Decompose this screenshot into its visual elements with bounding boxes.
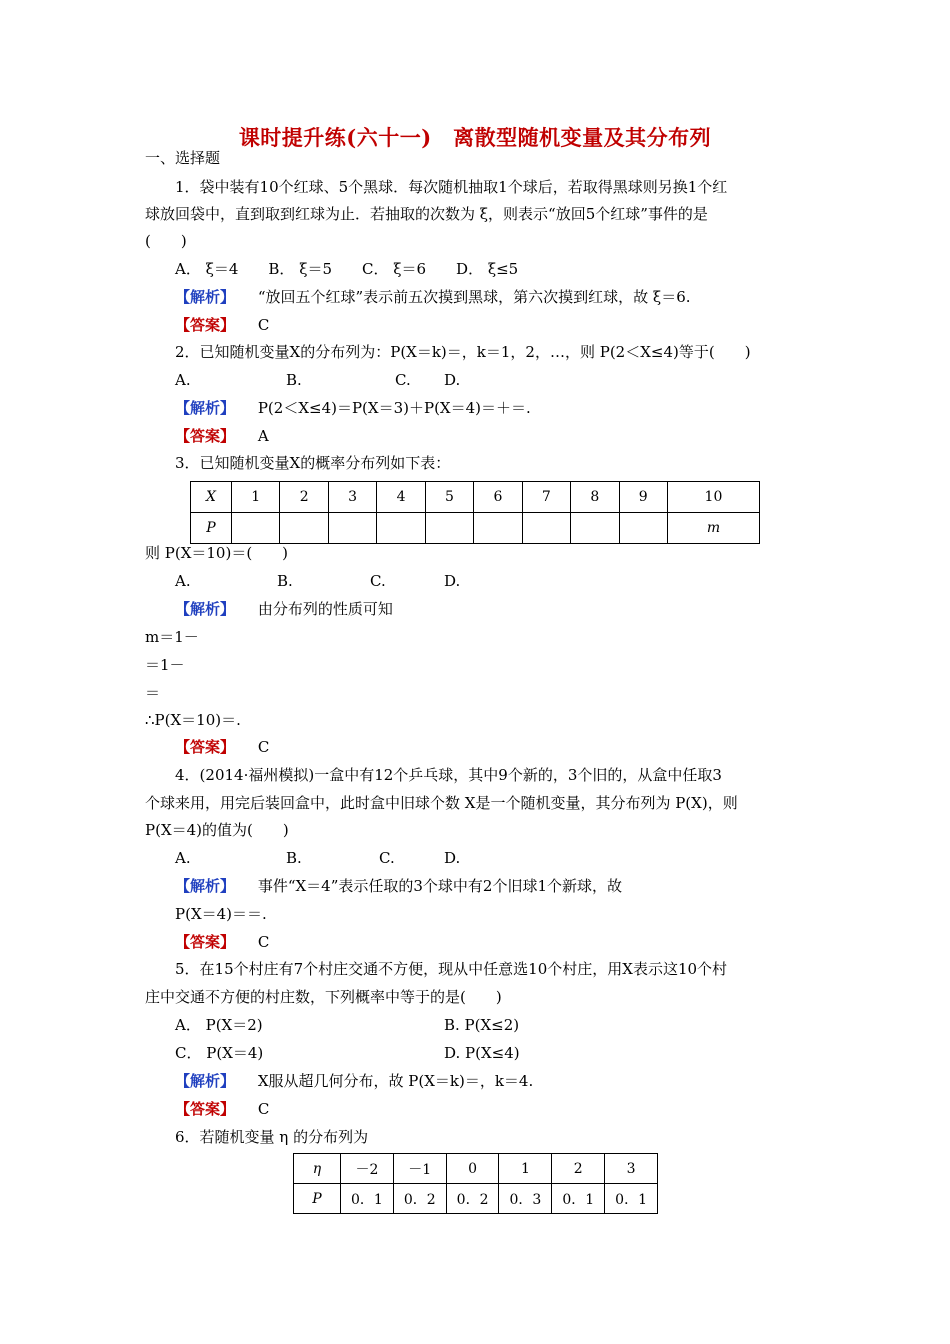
q4-stem-line3: P(X＝4)的值为( ) <box>145 821 289 839</box>
q5-option-d: D. P(X≤4) <box>444 1044 520 1062</box>
table-cell <box>377 513 425 544</box>
q4-analysis <box>175 876 622 896</box>
q2-analysis <box>175 398 531 418</box>
table-cell: 1 <box>232 482 280 513</box>
table-cell: 0．1 <box>341 1184 394 1214</box>
q4-option-c: C. <box>379 849 395 867</box>
table-cell: 6 <box>474 482 522 513</box>
q3-answer-value: C <box>257 738 270 756</box>
q3-option-c: C. <box>370 572 386 590</box>
analysis-tag: 【解析】 <box>175 1072 236 1090</box>
q4-stem-line1: 4．(2014·福州模拟)一盒中有12个乒乓球，其中9个新的，3个旧的，从盒中任取3 <box>175 766 722 784</box>
q3-work-line2: ＝1－ <box>145 656 185 674</box>
q5-analysis-text: X服从超几何分布，故 P(X＝k)＝，k＝4. <box>257 1072 534 1090</box>
q3-work-line3: ＝ <box>145 684 161 702</box>
q5-option-b: B. P(X≤2) <box>444 1016 520 1034</box>
table-cell: 0．2 <box>393 1184 446 1214</box>
q4-analysis-text: 事件“X＝4”表示任取的3个球中有2个旧球1个新球，故 <box>257 877 623 895</box>
q3-work-line4: ∴P(X＝10)＝. <box>145 711 241 729</box>
table-cell <box>474 513 522 544</box>
q3-stem-line1: 3．已知随机变量X的概率分布列如下表： <box>175 454 451 472</box>
q4-answer <box>175 932 269 952</box>
table-cell: －1 <box>393 1154 446 1184</box>
table-cell: 8 <box>571 482 619 513</box>
table-cell: 7 <box>522 482 570 513</box>
table-cell: 5 <box>425 482 473 513</box>
table-cell: η <box>294 1154 341 1184</box>
q2-option-b: B. <box>286 371 302 389</box>
q3-answer <box>175 737 269 757</box>
analysis-tag: 【解析】 <box>175 288 236 306</box>
q2-stem-line1: 2．已知随机变量X的分布列为：P(X＝k)＝，k＝1，2，…，则 P(2＜X≤4)等于( ) <box>175 343 751 361</box>
q2-answer <box>175 426 269 446</box>
q2-option-c: C. <box>395 371 411 389</box>
table-cell <box>232 513 280 544</box>
q2-answer-value: A <box>257 427 269 445</box>
table-cell: 0 <box>446 1154 499 1184</box>
table-cell: X <box>191 482 232 513</box>
table-header-row <box>191 482 760 513</box>
table-cell <box>280 513 328 544</box>
q3-option-d: D. <box>444 572 461 590</box>
answer-tag: 【答案】 <box>175 738 236 756</box>
table-cell: 2 <box>280 482 328 513</box>
table-cell: m <box>667 513 759 544</box>
q1-analysis-text: “放回五个红球”表示前五次摸到黑球，第六次摸到红球，故 ξ＝6. <box>257 288 691 306</box>
table-cell: 0．1 <box>605 1184 658 1214</box>
q4-answer-value: C <box>257 933 270 951</box>
table-cell: 2 <box>552 1154 605 1184</box>
q1-analysis <box>175 287 691 307</box>
q5-stem-line1: 5．在15个村庄有7个村庄交通不方便，现从中任意选10个村庄，用X表示这10个村 <box>175 960 728 978</box>
q1-stem-line2: 球放回袋中，直到取到红球为止．若抽取的次数为 ξ，则表示“放回5个红球”事件的是 <box>145 205 708 223</box>
q5-answer <box>175 1099 269 1119</box>
q1-answer <box>175 315 269 335</box>
q5-option-c: C． P(X＝4) <box>175 1044 264 1062</box>
page-title: 课时提升练(六十一) 离散型随机变量及其分布列 <box>238 125 712 150</box>
table-cell <box>571 513 619 544</box>
table-cell: 4 <box>377 482 425 513</box>
answer-tag: 【答案】 <box>175 316 236 334</box>
answer-tag: 【答案】 <box>175 1100 236 1118</box>
q2-option-d: D. <box>444 371 461 389</box>
section-heading: 一、选择题 <box>145 149 221 167</box>
q4-option-a: A. <box>175 849 191 867</box>
analysis-tag: 【解析】 <box>175 399 236 417</box>
q2-analysis-text: P(2＜X≤4)＝P(X＝3)＋P(X＝4)＝＋＝. <box>257 399 531 417</box>
q3-analysis-text: 由分布列的性质可知 <box>257 600 393 618</box>
table-cell: 1 <box>499 1154 552 1184</box>
table-cell: 3 <box>328 482 376 513</box>
q4-option-b: B. <box>286 849 302 867</box>
q6-distribution-table <box>293 1153 658 1214</box>
q4-stem-line2: 个球来用，用完后装回盒中，此时盒中旧球个数 X是一个随机变量，其分布列为 P(X)，则 <box>145 794 738 812</box>
table-cell: 3 <box>605 1154 658 1184</box>
q3-option-b: B. <box>277 572 293 590</box>
table-cell: P <box>191 513 232 544</box>
q6-stem-line1: 6．若随机变量 η 的分布列为 <box>175 1128 369 1146</box>
q5-analysis <box>175 1071 533 1091</box>
q1-stem-line3: ( ) <box>145 232 187 250</box>
table-cell <box>619 513 667 544</box>
q3-analysis <box>175 599 393 619</box>
analysis-tag: 【解析】 <box>175 877 236 895</box>
table-cell: 0．2 <box>446 1184 499 1214</box>
q4-work-line1: P(X＝4)＝＝. <box>175 905 267 923</box>
q5-answer-value: C <box>257 1100 270 1118</box>
analysis-tag: 【解析】 <box>175 600 236 618</box>
table-cell: －2 <box>341 1154 394 1184</box>
q3-work-line1: m＝1－ <box>145 628 199 646</box>
table-cell: 9 <box>619 482 667 513</box>
q1-answer-value: C <box>257 316 270 334</box>
table-cell <box>425 513 473 544</box>
answer-tag: 【答案】 <box>175 933 236 951</box>
table-cell: 0．1 <box>552 1184 605 1214</box>
q1-stem-line1: 1．袋中装有10个红球、5个黑球．每次随机抽取1个球后，若取得黑球则另换1个红 <box>175 178 728 196</box>
q2-option-a: A. <box>175 371 191 389</box>
table-cell: 10 <box>667 482 759 513</box>
q3-question: 则 P(X＝10)＝( ) <box>145 544 289 562</box>
q5-stem-line2: 庄中交通不方便的村庄数，下列概率中等于的是( ) <box>145 988 502 1006</box>
table-cell <box>522 513 570 544</box>
answer-tag: 【答案】 <box>175 427 236 445</box>
table-cell: 0．3 <box>499 1184 552 1214</box>
q3-option-a: A. <box>175 572 191 590</box>
q3-distribution-table <box>190 481 760 544</box>
q1-options: A． ξ＝4 B． ξ＝5 C． ξ＝6 D． ξ≤5 <box>175 260 519 278</box>
table-cell <box>328 513 376 544</box>
table-row <box>294 1184 658 1214</box>
q5-option-a: A． P(X＝2) <box>175 1016 263 1034</box>
q4-option-d: D. <box>444 849 461 867</box>
table-cell: P <box>294 1184 341 1214</box>
table-header-row <box>294 1154 658 1184</box>
table-row <box>191 513 760 544</box>
